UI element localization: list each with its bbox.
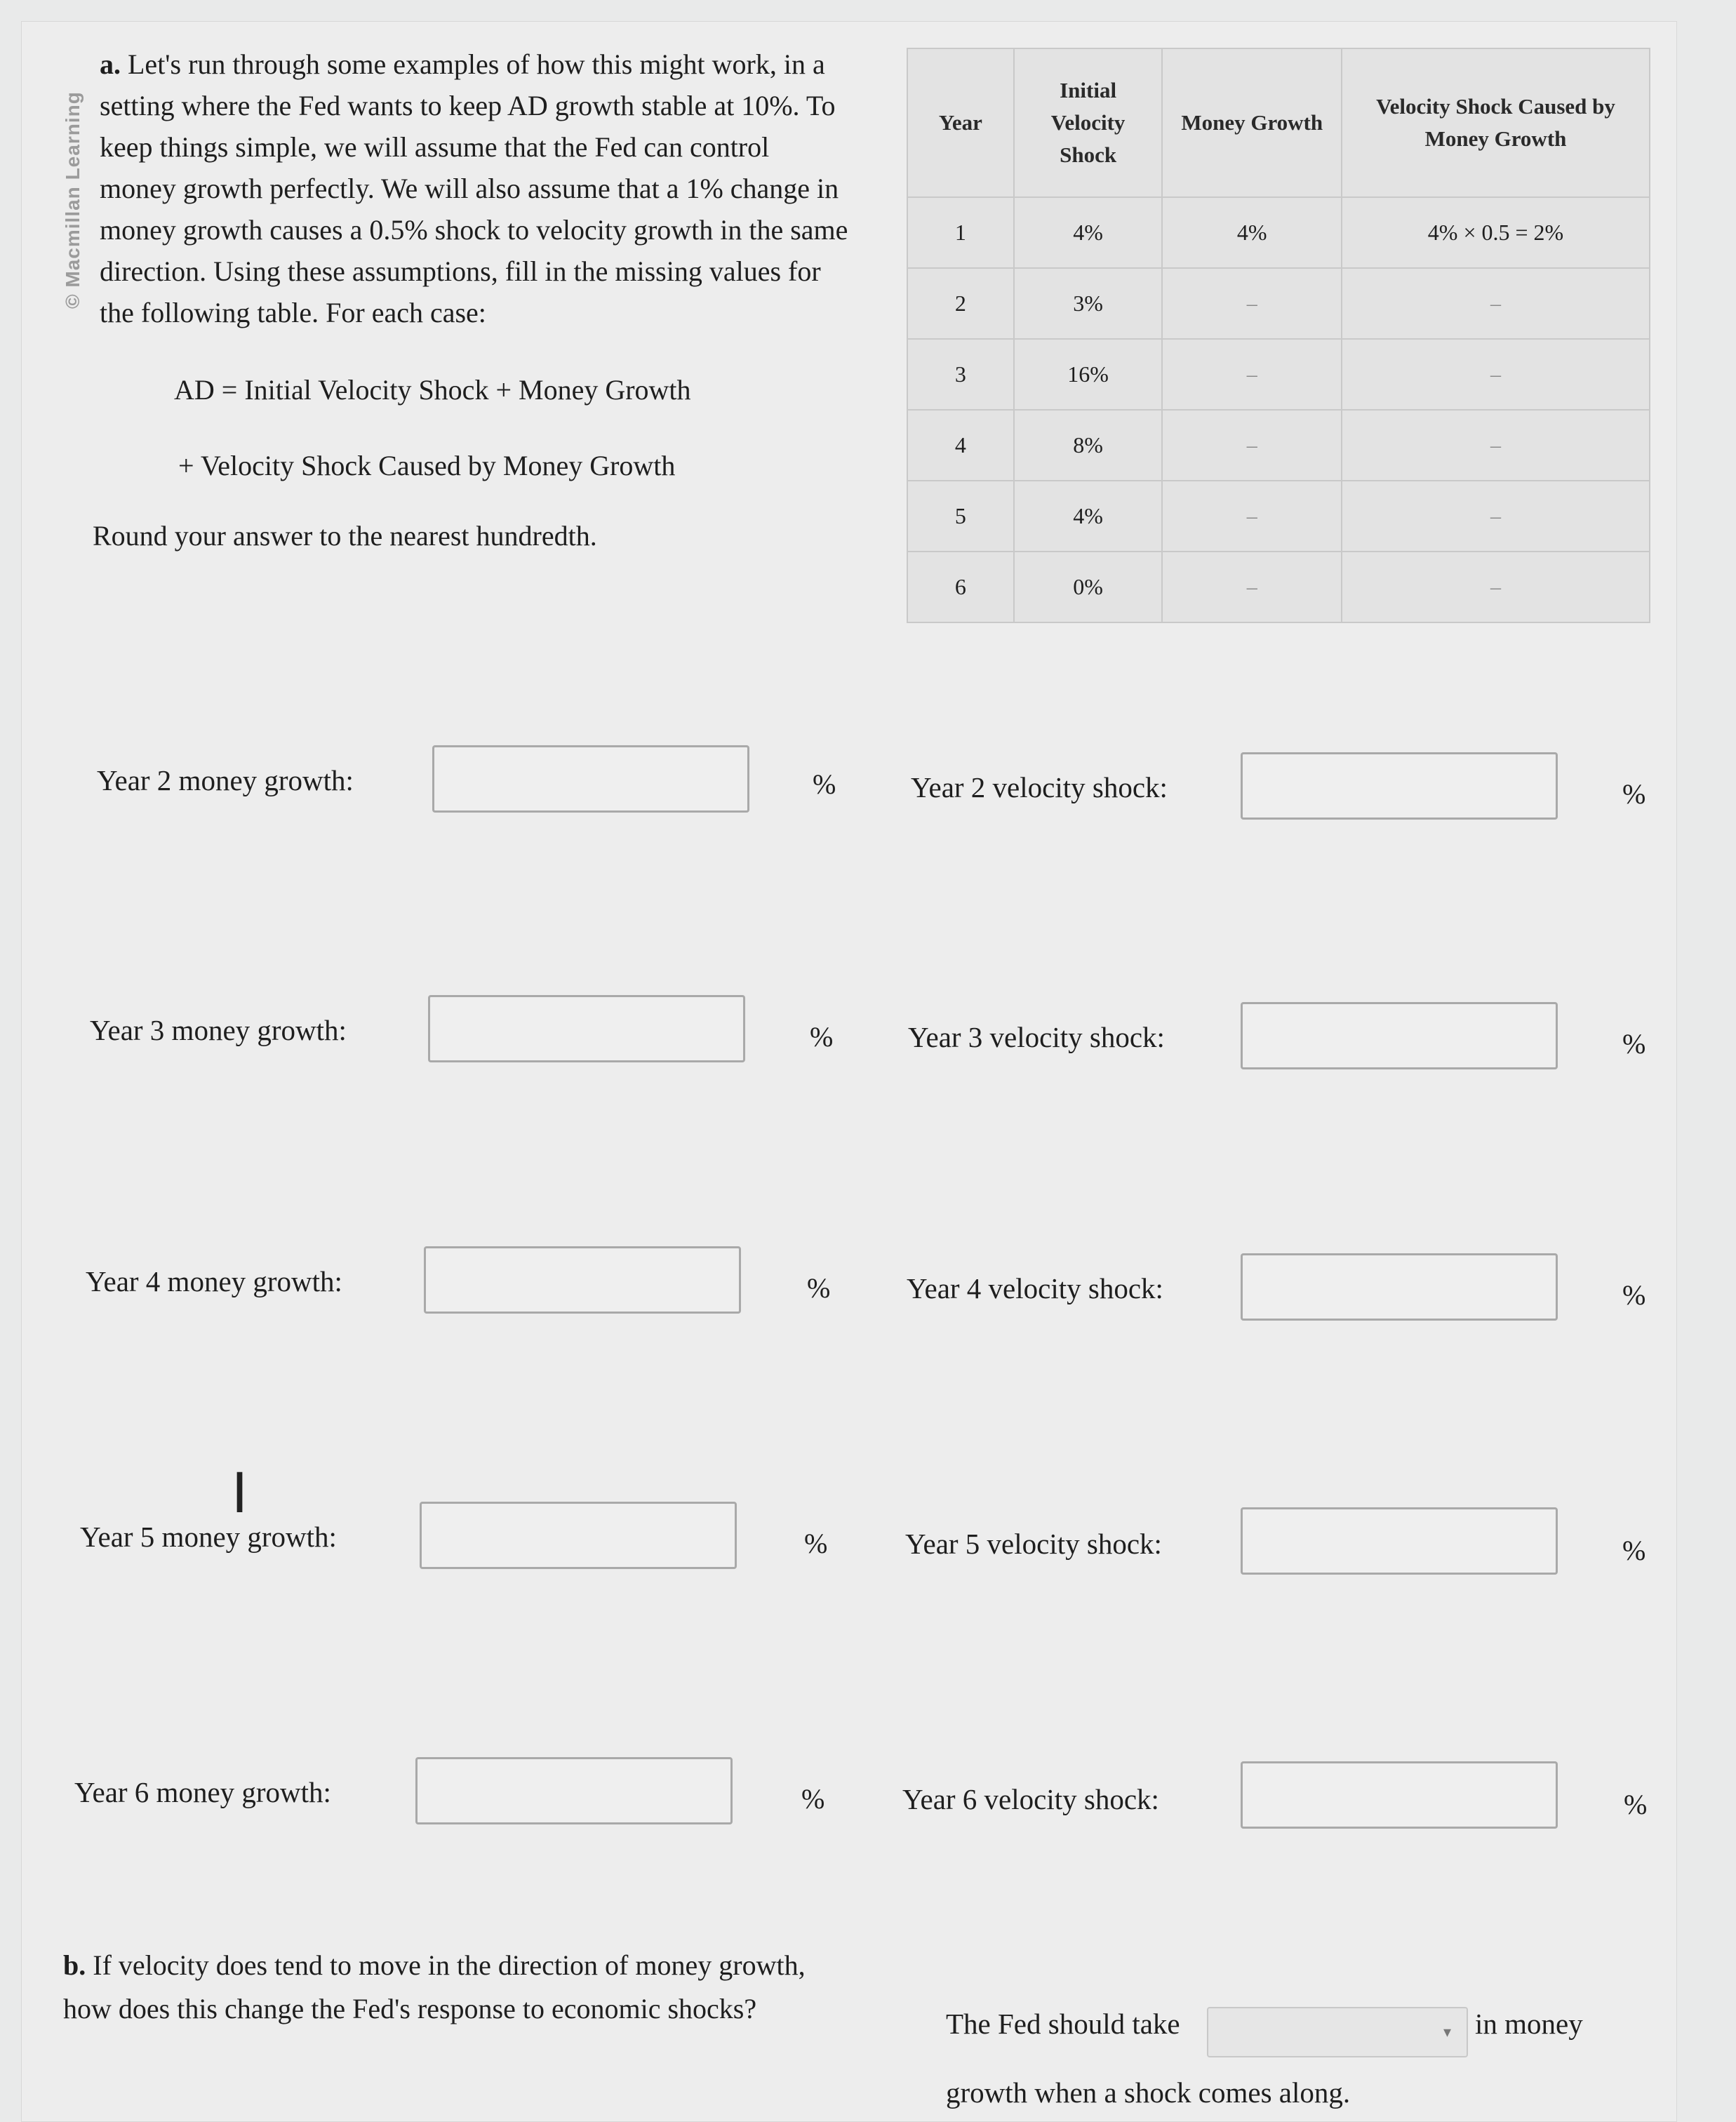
- cell-year: 6: [907, 552, 1014, 622]
- percent-unit: %: [813, 768, 836, 800]
- table-row: [907, 481, 1650, 552]
- part-a-label: a.: [100, 48, 121, 80]
- cell-money: –: [1162, 410, 1342, 481]
- year-4-velocity-shock-input[interactable]: [1241, 1253, 1558, 1321]
- cell-caused: –: [1342, 339, 1650, 410]
- table-row: [907, 268, 1650, 339]
- velocity-table: [907, 48, 1650, 623]
- fed-answer-prefix: The Fed should take: [946, 2008, 1180, 2040]
- cell-money: –: [1162, 481, 1342, 552]
- year-2-velocity-shock-label: Year 2 velocity shock:: [911, 771, 1168, 803]
- cell-caused: –: [1342, 481, 1650, 552]
- year-2-velocity-shock-input[interactable]: [1241, 752, 1558, 820]
- part-a-instructions: [100, 44, 850, 333]
- header-velocity-shock-caused: Velocity Shock Caused by Money Growth: [1342, 48, 1650, 197]
- cell-shock: 4%: [1014, 197, 1163, 268]
- part-b-question-text: If velocity does tend to move in the direction of money growth, how does this change the Fed's response to economic shocks?: [63, 1949, 806, 2024]
- year-5-velocity-shock-input[interactable]: [1241, 1507, 1558, 1575]
- header-initial-velocity-shock: Initial Velocity Shock: [1014, 48, 1163, 197]
- cell-caused: –: [1342, 410, 1650, 481]
- table-row: [907, 197, 1650, 268]
- cell-shock: 0%: [1014, 552, 1163, 622]
- year-2-money-growth-label: Year 2 money growth:: [97, 764, 354, 796]
- year-4-money-growth-label: Year 4 money growth:: [86, 1265, 342, 1297]
- cell-year: 1: [907, 197, 1014, 268]
- copyright-watermark: © Macmillan Learning: [62, 91, 84, 309]
- percent-unit: %: [807, 1272, 831, 1304]
- table-row: [907, 552, 1650, 622]
- year-6-money-growth-input[interactable]: [415, 1757, 733, 1824]
- part-b-question: [63, 1944, 835, 2031]
- cell-shock: 16%: [1014, 339, 1163, 410]
- year-4-velocity-shock-label: Year 4 velocity shock:: [907, 1272, 1163, 1304]
- cell-year: 3: [907, 339, 1014, 410]
- table-row: [907, 339, 1650, 410]
- formula-line-1: AD = Initial Velocity Shock + Money Growth: [174, 374, 691, 406]
- cell-money: –: [1162, 552, 1342, 622]
- percent-unit: %: [1622, 1279, 1646, 1311]
- fed-response-dropdown[interactable]: [1207, 2007, 1468, 2057]
- percent-unit: %: [1622, 1028, 1646, 1060]
- cell-caused: –: [1342, 552, 1650, 622]
- cell-year: 4: [907, 410, 1014, 481]
- year-6-velocity-shock-input[interactable]: [1241, 1761, 1558, 1829]
- year-3-velocity-shock-label: Year 3 velocity shock:: [908, 1021, 1165, 1053]
- percent-unit: %: [810, 1021, 834, 1053]
- year-3-money-growth-label: Year 3 money growth:: [90, 1014, 347, 1046]
- cell-caused: 4% × 0.5 = 2%: [1342, 197, 1650, 268]
- text-cursor-icon: I: [232, 1462, 248, 1526]
- year-5-velocity-shock-label: Year 5 velocity shock:: [905, 1528, 1162, 1560]
- table-row: [907, 410, 1650, 481]
- part-b-label: b.: [63, 1949, 86, 1981]
- year-2-money-growth-input[interactable]: [432, 745, 749, 813]
- cell-money: –: [1162, 339, 1342, 410]
- header-money-growth: Money Growth: [1162, 48, 1342, 197]
- table-header-row: [907, 48, 1650, 197]
- formula-line-2: + Velocity Shock Caused by Money Growth: [178, 450, 676, 481]
- year-4-money-growth-input[interactable]: [424, 1246, 741, 1314]
- cell-year: 2: [907, 268, 1014, 339]
- percent-unit: %: [801, 1783, 825, 1815]
- rounding-instruction: Round your answer to the nearest hundredth.: [93, 520, 597, 552]
- cell-money: 4%: [1162, 197, 1342, 268]
- cell-shock: 8%: [1014, 410, 1163, 481]
- year-6-money-growth-label: Year 6 money growth:: [74, 1776, 331, 1808]
- percent-unit: %: [1622, 778, 1646, 810]
- cell-money: –: [1162, 268, 1342, 339]
- percent-unit: %: [804, 1528, 828, 1559]
- chevron-down-icon: ▾: [1443, 2024, 1451, 2041]
- fed-answer-line-2: growth when a shock comes along.: [946, 2076, 1351, 2109]
- year-6-velocity-shock-label: Year 6 velocity shock:: [902, 1783, 1159, 1815]
- header-year: Year: [907, 48, 1014, 197]
- cell-caused: –: [1342, 268, 1650, 339]
- year-3-velocity-shock-input[interactable]: [1241, 1002, 1558, 1069]
- year-3-money-growth-input[interactable]: [428, 995, 745, 1062]
- part-a-intro: Let's run through some examples of how this might work, in a setting where the Fed wants to keep AD growth stable at 10%. To keep things simple, we will assume that the Fed can control money growth perfectly. We will also assume that a 1% change in money growth causes a 0.5% shock to velocity growth in the same direction. Using these assumptions, fill in the missing values for the following table. For each case:: [100, 48, 848, 328]
- percent-unit: %: [1624, 1789, 1648, 1820]
- percent-unit: %: [1622, 1535, 1646, 1566]
- year-5-money-growth-label: Year 5 money growth:: [80, 1521, 337, 1553]
- cell-shock: 4%: [1014, 481, 1163, 552]
- fed-answer-suffix: in money: [1475, 2008, 1583, 2040]
- year-5-money-growth-input[interactable]: [420, 1502, 737, 1569]
- cell-shock: 3%: [1014, 268, 1163, 339]
- cell-year: 5: [907, 481, 1014, 552]
